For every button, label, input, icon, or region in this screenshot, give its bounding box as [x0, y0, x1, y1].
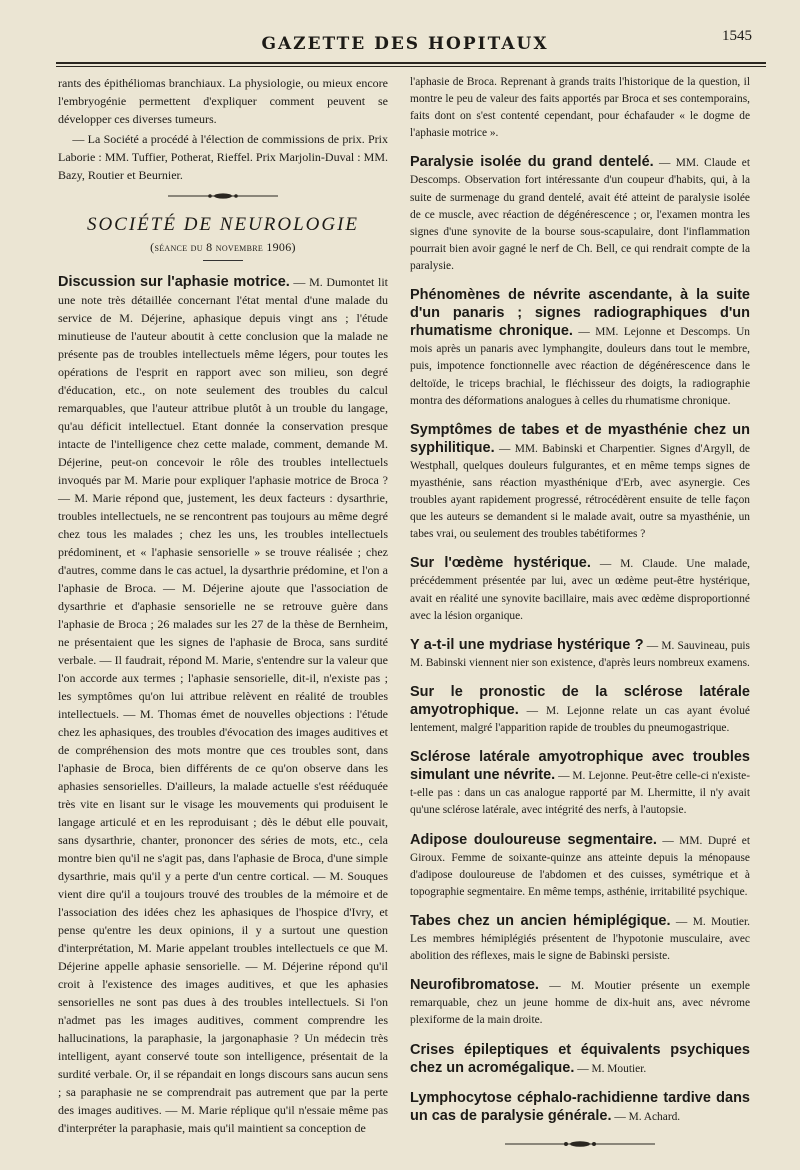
- article-entry: [410, 555, 750, 624]
- article-heading: Sclérose latérale amyotrophique avec troubles simulant une névrite.: [410, 749, 750, 784]
- article-heading: Paralysie isolée du grand dentelé.: [410, 154, 654, 171]
- article-entry: [410, 832, 750, 901]
- article-heading: Crises épileptiques et équivalents psychiques chez un acromégalique.: [410, 1041, 750, 1076]
- article-heading: Phénomènes de névrite ascendante, à la suite d'un panaris ; signes radiographiques d'un rhumatisme chronique.: [410, 287, 750, 340]
- article-entry: [410, 287, 750, 410]
- journal-title: GAZETTE DES HOPITAUX: [261, 34, 549, 54]
- article-text: — M. Moutier.: [574, 1062, 647, 1075]
- article-entry: [410, 684, 750, 737]
- article-entry: [410, 977, 750, 1029]
- article-entry: [410, 1042, 750, 1078]
- article-entry: [410, 422, 750, 544]
- article-heading: Lymphocytose céphalo-rachidienne tardive dans un cas de paralysie générale.: [410, 1089, 750, 1124]
- article-text: — MM. Lejonne et Descomps. Un mois après un panaris avec lymphangite, douleurs dans tout le membre, puis, impotence fonctionnelle avec réaction de dégénérescence dans le deltoïde, le triceps brachial, le fléchisseur des doigts, la radiographie montra des déformations analogues à celles du rhumatisme chronique.: [410, 326, 750, 407]
- article-heading: Y a-t-il une mydriase hystérique ?: [410, 636, 644, 653]
- article-text: — M. Sauvineau, puis M. Babinski viennent nier son existence, d'après leurs nombreux examens.: [410, 639, 750, 669]
- article-text: — M. Dumontet lit une note très détaillée concernant l'état mental d'une malade du service de M. Déjerine, aphasique depuis vingt ans ; l'étude minutieuse de l'auteur aboutit à cette conclusion que la malade ne présente pas de troubles intellectuels même légers, pour toutes les opérations de l'esprit en rapport avec son milieu, son degré d'éducation, etc., on note seulement des troubles du calcul remarquables, que l'auteur attribue plutôt à un trouble du langage, qu'au déficit intellectuel. Etant donnée la conservation presque intacte de l'intelligence chez cette malade, comment, demande M. Déjerine, peut-on concevoir le rôle des troubles intellectuels invoqués par M. Marie pour expliquer l'aphasie motrice de Broca ? — M. Marie répond que, justement, les deux facteurs : dysarthrie, troubles intellectuels, ne se rencontrent pas toujours au même degré chez tous les malades ; chez les uns, les troubles intellectuels prédominent, et « l'aphasie sensorielle » se trouve réalisée ; chez d'autres, comme dans le cas actuel, la dysarthrie prédomine, et l'on a l'aphasie de Broca. — M. Déjerine ajoute que l'association de dysarthrie et d'aphasie sensorielle ne se retrouve guère dans l'aphasie de Broca ; 26 malades sur les 27 de la thèse de Bernheim, ne présentaient que les signes de l'aphasie de Broca, sans surdité verbale. — Il faudrait, répond M. Marie, s'entendre sur la valeur que l'on accorde aux termes ; l'aphasie sensorielle, dit-il, n'existe pas ; les symptômes qu'on lui attribue relèvent en réalité de troubles intellectuels. — M. Thomas émet de nouvelles objections : l'étude chez les aphasiques, des troubles d'évocation des images auditives et de compréhension des mots montre que ces troubles sont, dans l'aphasie de Broca, bien différents de ce qu'on observe dans les aphasies sensorielles. D'ailleurs, la malade actuelle s'est rééduquée très vite en lisant sur le visage les mouvements qui produisent le langage articulé et en les reproduisant ; dès le début elle pouvait, sans dysarthrie, chanter, prononcer des séries de mots, etc., cela montre bien qu'il ne s'agit pas, dans l'aphasie de Broca, d'une simple dysarthrie, mais qu'il y a perte d'un centre cortical. — M. Souques vient dire qu'il a toujours trouvé des troubles de la mémoire et de l'association des idées chez les aphasiques de l'hospice d'Ivry, et pense qu'entre les deux opinions, il y a surtout une question d'interprétation, M. Marie appelant troubles intellectuels ce que M. Déjerine appelle aphasie sensorielle. — M. Déjerine répond qu'il croit à l'existence des images auditives, et que les aphasies sensorielles ne sont pas dues à des troubles intellectuels. Si l'on n'admet pas les images auditives, comment comprendre les hallucinations, la paraphasie, la jargonaphasie ? Un médecin très intelligent, ayant conservé toute son intelligence, présentait de la surdité verbale. Or, il se répandait en longs discours sans aucun sens ; sa paraphasie ne se comprendrait pas autrement que par la perte des images auditives. — M. Marie réplique qu'il n'essaie même pas d'interpréter la paraphasie, mais qu'il maintient sa conception de: [58, 275, 388, 1135]
- left-column: [58, 74, 388, 1137]
- paragraph-continued: l'aphasie de Broca. Reprenant à grands traits l'historique de la question, il montre le peu de valeur des faits apportés par Broca et ses contemporains, faits dont on s'est contenté cependant, pour échafauder « le dogme de l'aphasie motrice ».: [410, 76, 750, 140]
- article-text: — MM. Babinski et Charpentier. Signes d'Argyll, de Westphall, quelques douleurs fulgurantes, et en même temps signes de myasthénie, sans réaction myasthénique d'Erb, avec asynergie. Ces troubles ayant rapidement progressé, rétrocédèrent ensuite de telle façon que les auteurs se demandent si le malade avait, outre sa myasthénie, un tabes vrai, ou seulement des troubles tabétiformes ?: [410, 442, 750, 541]
- right-column: [410, 74, 750, 1148]
- article-heading: Discussion sur l'aphasie motrice.: [58, 274, 290, 290]
- article-text: — M. Achard.: [611, 1110, 681, 1123]
- article-entry: [410, 913, 750, 965]
- article-heading: Tabes chez un ancien hémiplégique.: [410, 912, 671, 929]
- article-text: — M. Claude. Une malade, précédemment présentée par lui, avec un œdème peut-être hystérique, avait en réalité une synovite bacillaire, mais avec œdème disproportionné avec la lésion organique.: [410, 558, 750, 622]
- ornament-divider: [168, 192, 278, 200]
- header-rule-thick: [56, 62, 766, 64]
- header-rule-thin: [56, 66, 766, 67]
- article-text: — MM. Claude et Descomps. Observation fort intéressante d'un coupeur d'habits, qui, à la suite de surmenage du grand dentelé, avait été atteint de paralysie isolée de ce muscle, avec réaction de dégénérescence ; or, l'examen montra les signes d'une synovite de la bourse sous-scapulaire, dont l'inflammation pourrait bien avoir gagné le nerf de Ch. Bell, ce qui rendrait compte de la paralysie.: [410, 157, 751, 272]
- page-number: 1545: [722, 28, 752, 44]
- article-text: — M. Lejonne relate un cas ayant évolué lentement, malgré l'apparition rapide de troubles du pneumogastrique.: [410, 705, 750, 735]
- article-heading: Sur le pronostic de la sclérose latérale amyotrophique.: [410, 683, 750, 718]
- page-header: [40, 28, 770, 58]
- article-entry: [410, 749, 750, 819]
- session-rule: [203, 260, 243, 261]
- article-heading: Sur l'œdème hystérique.: [410, 555, 591, 572]
- article-entry: [410, 154, 750, 275]
- article-heading: Neurofibromatose.: [410, 977, 539, 994]
- article-text: — M. Moutier présente un exemple remarquable, chez un jeune homme de dix-huit ans, avec névrome plexiforme de la main droite.: [410, 980, 750, 1027]
- article-entry: [410, 1090, 750, 1126]
- article-text: — M. Lejonne. Peut-être celle-ci n'existe-t-elle pas : dans un cas analogue rapporté par M. Lhermitte, il n'y avait qu'une sclérose latérale, avec intégrité des nerfs, à l'autopsie.: [410, 770, 750, 817]
- article-heading: Adipose douloureuse segmentaire.: [410, 831, 657, 848]
- end-ornament: [505, 1140, 655, 1148]
- article-heading: Symptômes de tabes et de myasthénie chez un syphilitique.: [410, 421, 750, 456]
- article-aphasie: [58, 273, 388, 1137]
- article-entry: [410, 637, 750, 672]
- paragraph-prix: — La Société a procédé à l'élection de commissions de prix. Prix Laborie : MM. Tuffier, Potherat, Rieffel. Prix Marjolin-Duval : MM. Bazy, Routier et Beurnier.: [58, 132, 388, 182]
- article-text: — M. Moutier. Les membres hémiplégiés présentent de l'hypotonie musculaire, avec abolition des réflexes, mais le signe de Babinski persiste.: [410, 915, 750, 963]
- article-text: — MM. Dupré et Giroux. Femme de soixante-quinze ans atteinte depuis la ménopause d'adipose douloureuse de l'abdomen et des cuisses, symétrique et à topographie segmentaire. En même temps, asthénie, irritabilité psychique.: [410, 834, 750, 898]
- session-date: (séance du 8 novembre 1906): [150, 240, 296, 254]
- paragraph-continued: rants des épithéliomas branchiaux. La physiologie, ou mieux encore l'embryogénie permettent d'expliquer comment peuvent se développer ces diverses tumeurs.: [58, 76, 388, 126]
- section-title: SOCIÉTÉ DE NEUROLOGIE: [86, 214, 360, 235]
